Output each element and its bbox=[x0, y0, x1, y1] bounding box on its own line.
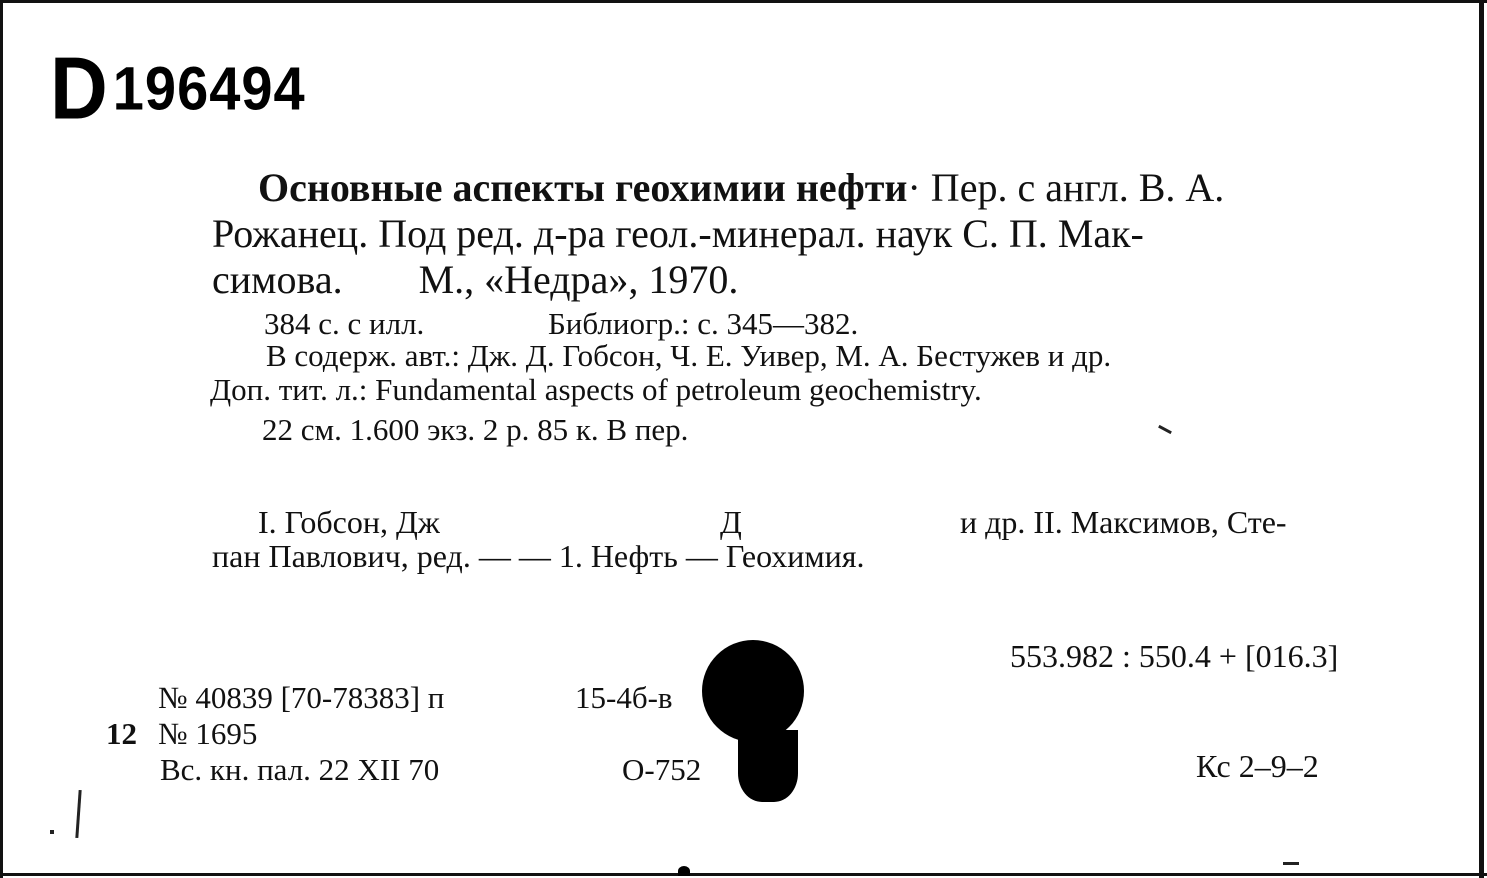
entry-author: I. Гобсон, Дж bbox=[258, 504, 440, 540]
price-code: О-752 bbox=[622, 752, 702, 787]
order-code: 15-4б-в bbox=[575, 680, 673, 715]
punch-hole-mark bbox=[678, 866, 690, 876]
entry-editor: и др. II. Максимов, Сте- bbox=[960, 504, 1287, 540]
ink-blot bbox=[702, 640, 804, 742]
book-chamber-date: Вс. кн. пал. 22 XII 70 bbox=[160, 752, 440, 787]
stamp-letter: D bbox=[50, 39, 109, 137]
classification-code: Кс 2–9–2 bbox=[1196, 748, 1319, 784]
udc-code: 553.982 : 550.4 + [016.3] bbox=[1010, 638, 1339, 674]
parallel-title: Доп. тит. л.: Fundamental aspects of petroleum geochemistry. bbox=[210, 372, 982, 407]
card-edge-bottom bbox=[0, 873, 1487, 876]
book-title: Основные аспекты геохимии нефти bbox=[258, 165, 908, 210]
title-line-1 bbox=[212, 165, 1382, 211]
physical-description: 22 см. 1.600 экз. 2 р. 85 к. В пер. bbox=[262, 412, 689, 447]
bibliography: Библиогр.: с. 345—382. bbox=[548, 306, 859, 341]
pencil-tick bbox=[1158, 425, 1172, 434]
copy-prefix: 12 bbox=[106, 716, 137, 751]
record-number: № 40839 [70-78383] п bbox=[158, 680, 445, 715]
inventory-stamp bbox=[50, 38, 306, 139]
pencil-dot bbox=[50, 830, 54, 834]
edge-dash bbox=[1283, 862, 1299, 865]
title-block bbox=[212, 165, 1382, 303]
stamp-number: 196494 bbox=[112, 53, 306, 123]
pages: 384 с. с илл. bbox=[264, 306, 425, 341]
card-edge-left bbox=[0, 0, 3, 878]
subject-entries: пан Павлович, ред. — — 1. Нефть — Геохимия. bbox=[212, 538, 865, 574]
ink-blot-tail bbox=[738, 730, 798, 802]
entry-initial: Д bbox=[720, 504, 742, 540]
title-line-3 bbox=[212, 257, 1382, 303]
card-edge-top bbox=[0, 0, 1487, 3]
copy-number: № 1695 bbox=[158, 716, 258, 751]
translation-note: · Пер. с англ. В. А. bbox=[907, 165, 1225, 210]
title-line-2: Рожанец. Под ред. д-ра геол.-минерал. наук С. П. Мак- bbox=[212, 211, 1144, 256]
imprint: М., «Недра», 1970. bbox=[418, 257, 739, 302]
pencil-mark bbox=[75, 790, 81, 838]
card-edge-right bbox=[1479, 0, 1484, 878]
editor-surname-end: симова. bbox=[212, 257, 343, 302]
contents-authors: В содерж. авт.: Дж. Д. Гобсон, Ч. Е. Уивер, М. А. Бестужев и др. bbox=[266, 338, 1112, 373]
